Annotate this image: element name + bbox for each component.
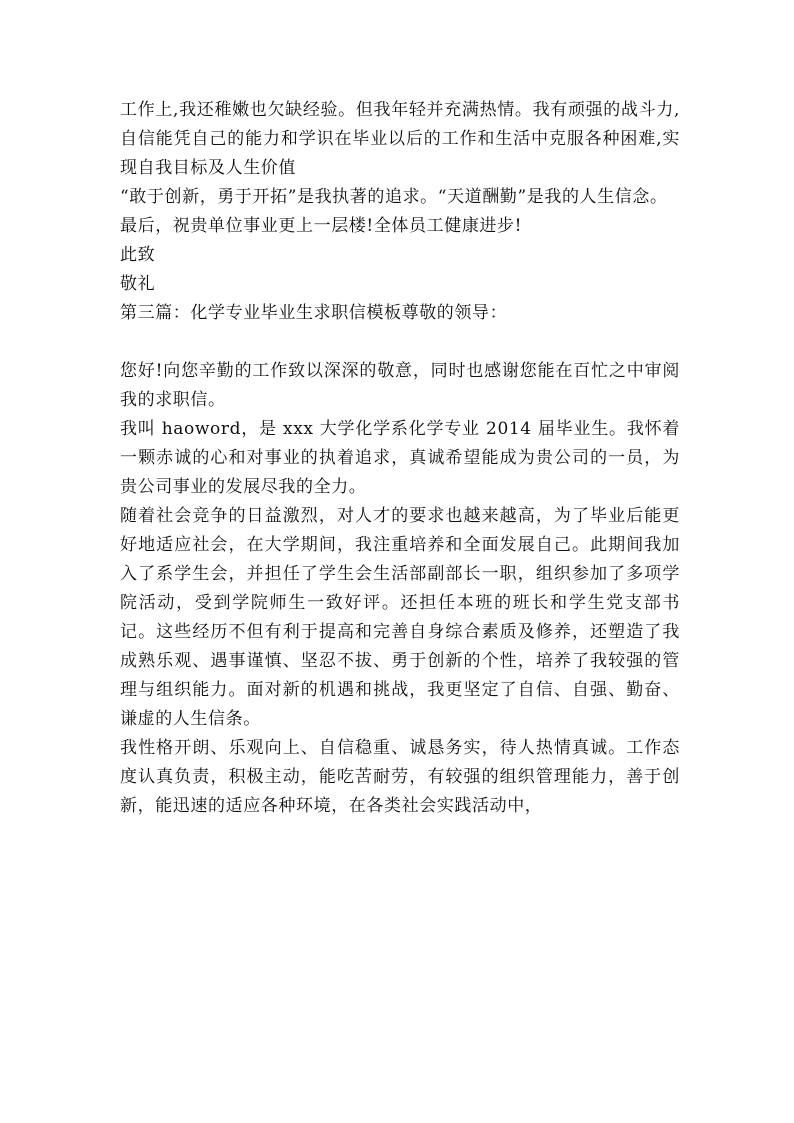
paragraph-greeting: 您好!向您辛勤的工作致以深深的敬意，同时也感谢您能在百忙之中审阅我的求职信。 [120,361,680,410]
paragraph-university-experience: 随着社会竞争的日益激烈，对人才的要求也越来越高，为了毕业后能更好地适应社会，在大学期间，我注重培养和全面发展自己。此期间我加入了系学生会，并担任了学生会生活部副部长一职，组织参加了多项学院活动，受到学院师生一致好评。还担任本班的班长和学生党支部书记。这些经历不但有利于提高和完善自身综合素质及修养，还塑造了我成熟乐观、遇事谨慎、坚忍不拔、勇于创新的个性，培养了我较强的管理与组织能力。面对新的机遇和挑战，我更坚定了自信、自强、勤奋、谦虚的人生信条。 [120,506,680,729]
document-page [120,96,680,821]
paragraph-closing-wish: 最后，祝贵单位事业更上一层楼!全体员工健康进步! [120,216,523,236]
section-heading: 第三篇：化学专业毕业生求职信模板尊敬的领导： [120,303,508,323]
paragraph-work-experience: 工作上,我还稚嫩也欠缺经验。但我年轻并充满热情。我有顽强的战斗力,自信能凭自己的能力和学识在毕业以后的工作和生活中克服各种困难,实现自我目标及人生价值 [120,100,680,178]
paragraph-motto: “敢于创新，勇于开拓”是我执著的追求。“天道酬勤”是我的人生信念。 [120,187,668,207]
blank-line [120,328,680,357]
paragraph-introduction: 我叫 haoword，是 xxx 大学化学系化学专业 2014 届毕业生。我怀着一颗赤诚的心和对事业的执着追求，真诚希望能成为贵公司的一员，为贵公司事业的发展尽我的全力。 [120,419,680,497]
paragraph-salutation-2: 敬礼 [120,274,156,294]
paragraph-personality: 我性格开朗、乐观向上、自信稳重、诚恳务实，待人热情真诚。工作态度认真负责，积极主动，能吃苦耐劳，有较强的组织管理能力，善于创新，能迅速的适应各种环境，在各类社会实践活动中， [120,738,680,816]
paragraph-salutation-1: 此致 [120,245,156,265]
